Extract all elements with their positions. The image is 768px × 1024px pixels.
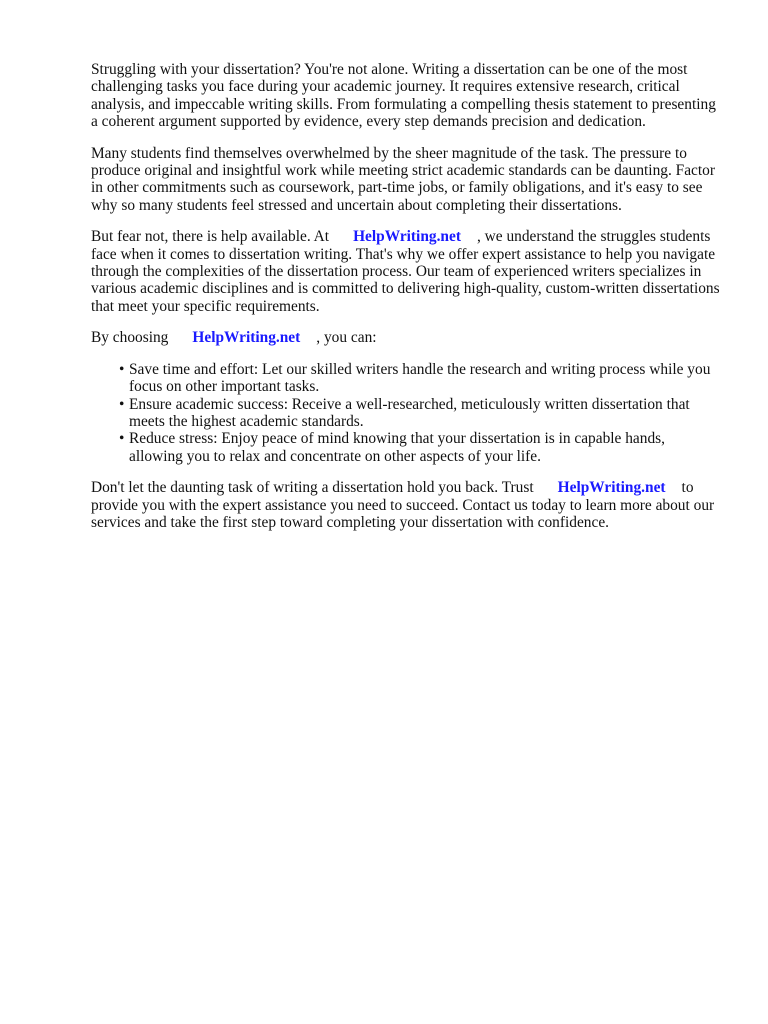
- list-item-text: Reduce stress: Enjoy peace of mind knowing that your dissertation is in capable hands, allowing you to relax and concentrate on other aspects of your life.: [129, 430, 665, 465]
- help-text-after: , we understand the struggles students face when it comes to dissertation writing. That's why we offer expert assistance to help you navigate through the complexities of the dissertation process. Our team of experienced writers specializes in various academic disciplines and is committed to delivering high-quality, custom-written dissertations that meet your specific requirements.: [91, 228, 720, 315]
- closing-paragraph: [91, 479, 721, 531]
- choosing-paragraph: [91, 329, 721, 346]
- bullet-icon: •: [119, 360, 125, 378]
- choosing-text-before: By choosing: [91, 329, 169, 347]
- helpwriting-link-1[interactable]: HelpWriting.net: [353, 228, 461, 246]
- help-paragraph: [91, 228, 721, 315]
- list-item-text: Save time and effort: Let our skilled writers handle the research and writing process while you focus on other important tasks.: [129, 360, 711, 396]
- list-item: [119, 430, 721, 465]
- document-page: [91, 61, 721, 545]
- bullet-icon: •: [119, 430, 125, 448]
- helpwriting-link-3[interactable]: HelpWriting.net: [557, 479, 666, 497]
- closing-text-after: to provide you with the expert assistance you need to succeed. Contact us today to learn more about our services and take the first step toward completing your dissertation with confidence.: [91, 479, 715, 531]
- list-item: [119, 396, 721, 431]
- benefits-list: [91, 361, 721, 465]
- intro-paragraph: Struggling with your dissertation? You're not alone. Writing a dissertation can be one of the most challenging tasks you face during your academic journey. It requires extensive research, critical analysis, and impeccable writing skills. From formulating a compelling thesis statement to presenting a coherent argument supported by evidence, every step demands precision and dedication.: [91, 61, 716, 131]
- list-item: [119, 361, 721, 396]
- bullet-icon: •: [119, 395, 125, 413]
- helpwriting-link-2[interactable]: HelpWriting.net: [192, 329, 301, 347]
- closing-text-before: Don't let the daunting task of writing a dissertation hold you back. Trust: [91, 479, 534, 497]
- choosing-text-after: , you can:: [316, 329, 377, 347]
- list-item-text: Ensure academic success: Receive a well-researched, meticulously written dissertation that meets the highest academic standards.: [129, 395, 690, 430]
- overwhelm-paragraph: Many students find themselves overwhelmed by the sheer magnitude of the task. The pressure to produce original and insightful work while meeting strict academic standards can be daunting. Factor in other commitments such as coursework, part-time jobs, or family obligations, and it's easy to see why so many students feel stressed and uncertain about completing their dissertations.: [91, 144, 715, 214]
- help-text-before: But fear not, there is help available. At: [91, 228, 330, 246]
